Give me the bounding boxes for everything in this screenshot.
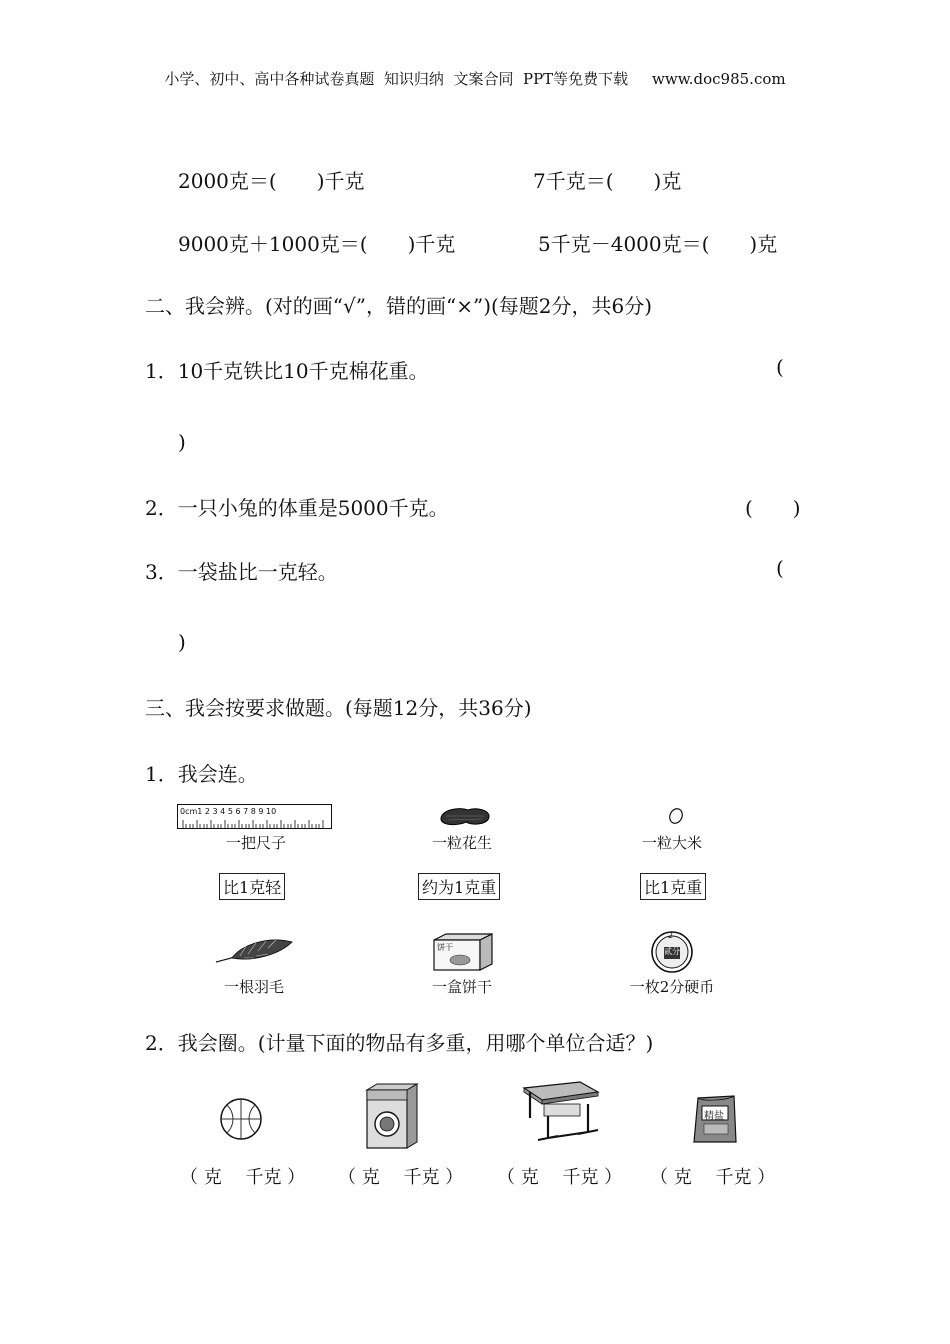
- fill-line-1: 2000克＝( )千克: [178, 169, 365, 193]
- judge-item-1-bracket-close: ): [178, 430, 186, 454]
- box-about-1g[interactable]: 约为1克重: [418, 873, 500, 900]
- coin-number: 2: [668, 931, 674, 940]
- item-ruler-label: 一把尺子: [225, 834, 286, 852]
- unit-choice-desk[interactable]: （ 克 千克 ）: [497, 1167, 623, 1188]
- item-feather-label: 一根羽毛: [223, 978, 284, 996]
- judge-item-1-bracket-open[interactable]: (: [776, 355, 784, 379]
- section2-title: 二、我会辨。(对的画“√”，错的画“×”)(每题2分，共6分): [145, 294, 653, 318]
- rice-grain-icon: [666, 806, 686, 826]
- basketball-icon: [218, 1096, 264, 1142]
- q2-title: 2．我会圈。(计量下面的物品有多重，用哪个单位合适？): [145, 1031, 654, 1055]
- washing-machine-icon: [363, 1082, 419, 1150]
- unit-choice-salt[interactable]: （ 克 千克 ）: [650, 1167, 776, 1188]
- box-lighter-than-1g[interactable]: 比1克轻: [219, 873, 285, 900]
- unit-choice-washing-machine[interactable]: （ 克 千克 ）: [338, 1167, 464, 1188]
- ruler-tick-labels: 0cm1 2 3 4 5 6 7 8 9 10: [180, 807, 277, 816]
- fill-line-4: 5千克－4000克＝( )克: [538, 232, 778, 256]
- page-header: 小学、初中、高中各种试卷真题 知识归纳 文案合同 PPT等免费下载 www.doc985.com: [164, 70, 786, 88]
- coin-text: 贰分: [664, 947, 680, 956]
- box-heavier-than-1g[interactable]: 比1克重: [640, 873, 706, 900]
- school-desk-icon: [518, 1078, 602, 1148]
- peanut-icon: [438, 804, 492, 828]
- judge-item-3-bracket-open[interactable]: (: [776, 556, 784, 580]
- item-peanut-label: 一粒花生: [431, 834, 492, 852]
- judge-item-3-bracket-close: ): [178, 630, 186, 654]
- section3-title: 三、我会按要求做题。(每题12分，共36分): [145, 696, 532, 720]
- judge-item-2: 2．一只小兔的体重是5000千克。: [145, 496, 449, 520]
- item-rice-label: 一粒大米: [641, 834, 702, 852]
- judge-item-3: 3．一袋盐比一克轻。: [145, 560, 338, 584]
- salt-bag-text: 精盐: [704, 1111, 724, 1122]
- fill-line-2: 7千克＝( )克: [533, 169, 682, 193]
- biscuit-box-label: 饼干: [437, 943, 453, 952]
- item-coin-label: 一枚2分硬币: [629, 978, 715, 996]
- ruler-icon: [177, 804, 333, 830]
- feather-icon: [214, 936, 294, 968]
- fill-line-3: 9000克＋1000克＝( )千克: [178, 232, 456, 256]
- judge-item-2-bracket[interactable]: ( ): [745, 496, 801, 520]
- q1-title: 1．我会连。: [145, 762, 258, 786]
- unit-choice-ball[interactable]: （ 克 千克 ）: [180, 1167, 306, 1188]
- item-biscuit-label: 一盒饼干: [431, 978, 492, 996]
- judge-item-1: 1．10千克铁比10千克棉花重。: [145, 359, 429, 383]
